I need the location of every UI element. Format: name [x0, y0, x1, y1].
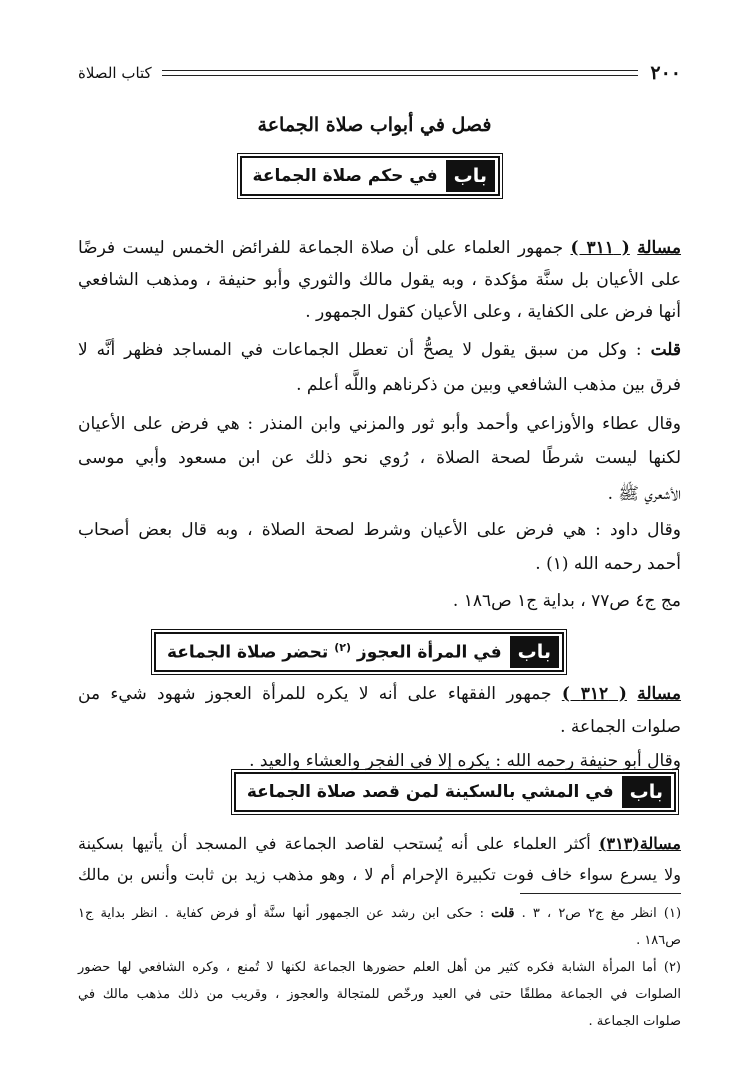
text-line: لكنها ليست شرطًا لصحة الصلاة ، رُوي نحو ذلك عن ابن مسعود وأبي موسى [78, 448, 681, 468]
footnote-text: : حكى ابن رشد عن الجمهور أنها سنَّة أو فرض كفاية . انظر بداية ج١ [78, 906, 485, 921]
text-line: على الأعيان بل سنَّة مؤكدة ، وبه يقول مالك والثوري وأبو حنيفة ، ومذهب الشافعي [78, 270, 681, 290]
text-span: جمهور الفقهاء على أنه لا يكره للمرأة العجوز شهود شيء من [78, 684, 552, 704]
footnote-line [78, 906, 681, 921]
bab-label: باب [446, 160, 495, 192]
chapter-title-part: تحضر صلاة الجماعة [166, 642, 329, 663]
bab-label: باب [622, 776, 671, 808]
chapter-title: في المشي بالسكينة لمن قصد صلاة الجماعة [246, 782, 614, 802]
text-line: وقال أبو حنيفة رحمه الله : يكره إلا في الفجر والعشاء والعيد . [249, 751, 681, 771]
chapter-heading-2 [154, 632, 564, 672]
footnote-line: (٢) أما المرأة الشابة فكره كثير من أهل العلم حضورها الجماعة لكنها لا تُمنع ، وكره الشافعي لها حضور [78, 960, 681, 975]
footnote-line: الصلوات في الجماعة مطلقًا حتى في العيد ورخّص للمتجالة والعجوز ، وقريب من ذلك مذهب مالك في [78, 987, 681, 1002]
text-line [78, 340, 681, 360]
section-title: فصل في أبواب صلاة الجماعة [257, 114, 492, 136]
footnote-separator [520, 893, 681, 894]
footnote-line: ص١٨٦ . [636, 933, 681, 948]
chapter-heading-1 [240, 156, 500, 196]
text-line: صلوات الجماعة . [560, 717, 681, 737]
chapter-title-part: في المرأة العجوز [356, 642, 502, 663]
footnote-line: صلوات الجماعة . [588, 1014, 681, 1029]
bab-label: باب [510, 636, 559, 668]
chapter-heading-3 [234, 772, 676, 812]
masala-number: (٣١٣) [598, 834, 640, 853]
masala-label: مسالة [637, 684, 682, 704]
header-rule [162, 70, 639, 76]
book-title: كتاب الصلاة [78, 64, 152, 82]
text-line [78, 238, 681, 258]
masala-number: ( ٣١٢ ) [561, 684, 627, 704]
running-header [78, 60, 681, 86]
qult-label: قلت [491, 906, 515, 921]
text-line [78, 684, 681, 704]
text-line: ولا يسرع سواء خاف فوت تكبيرة الإحرام أم لا ، وهو مذهب زيد بن ثابت وأنس بن مالك [78, 865, 681, 884]
text-line [78, 834, 681, 853]
footnote-marker: (٢) [334, 641, 351, 655]
text-span: أكثر العلماء على أنه يُستحب لقاصد الجماعة في المسجد أن يأتيها بسكينة [78, 834, 591, 853]
text-line: مج ج٤ ص٧٧ ، بداية ج١ ص١٨٦ . [452, 591, 681, 611]
footnote-text: (١) انظر مغ ج٢ ص٢ ، ٣ . [521, 906, 682, 921]
masala-label: مسالة [639, 834, 681, 853]
text-line: الأشعري ﷺ . [607, 484, 681, 504]
text-line: وقال داود : هي فرض على الأعيان وشرط لصحة الصلاة ، وبه قال بعض أصحاب [78, 520, 681, 540]
masala-label: مسالة [637, 238, 682, 258]
masala-number: ( ٣١١ ) [570, 238, 630, 258]
chapter-title: في حكم صلاة الجماعة [252, 166, 438, 186]
qult-label: قلت [650, 340, 682, 360]
chapter-title [159, 641, 510, 663]
text-line: وقال عطاء والأوزاعي وأحمد وأبو ثور والمزني وابن المنذر : هي فرض على الأعيان [78, 414, 681, 434]
page-number: ٢٠٠ [650, 62, 681, 84]
text-line: فرق بين مذهب الشافعي وبين من ذكرناهم واللَّه أعلم . [296, 375, 681, 395]
text-line: أحمد رحمه الله (١) . [535, 554, 681, 574]
text-span: : وكل من سبق يقول لا يصحُّ أن تعطل الجماعات في المساجد فظهر أنَّه لا [78, 340, 642, 360]
text-line: أنها فرض على الكفاية ، وعلى الأعيان كقول الجمهور . [305, 302, 681, 322]
text-span: جمهور العلماء على أن صلاة الجماعة للفرائض الخمس ليست فرضًا [78, 238, 564, 258]
